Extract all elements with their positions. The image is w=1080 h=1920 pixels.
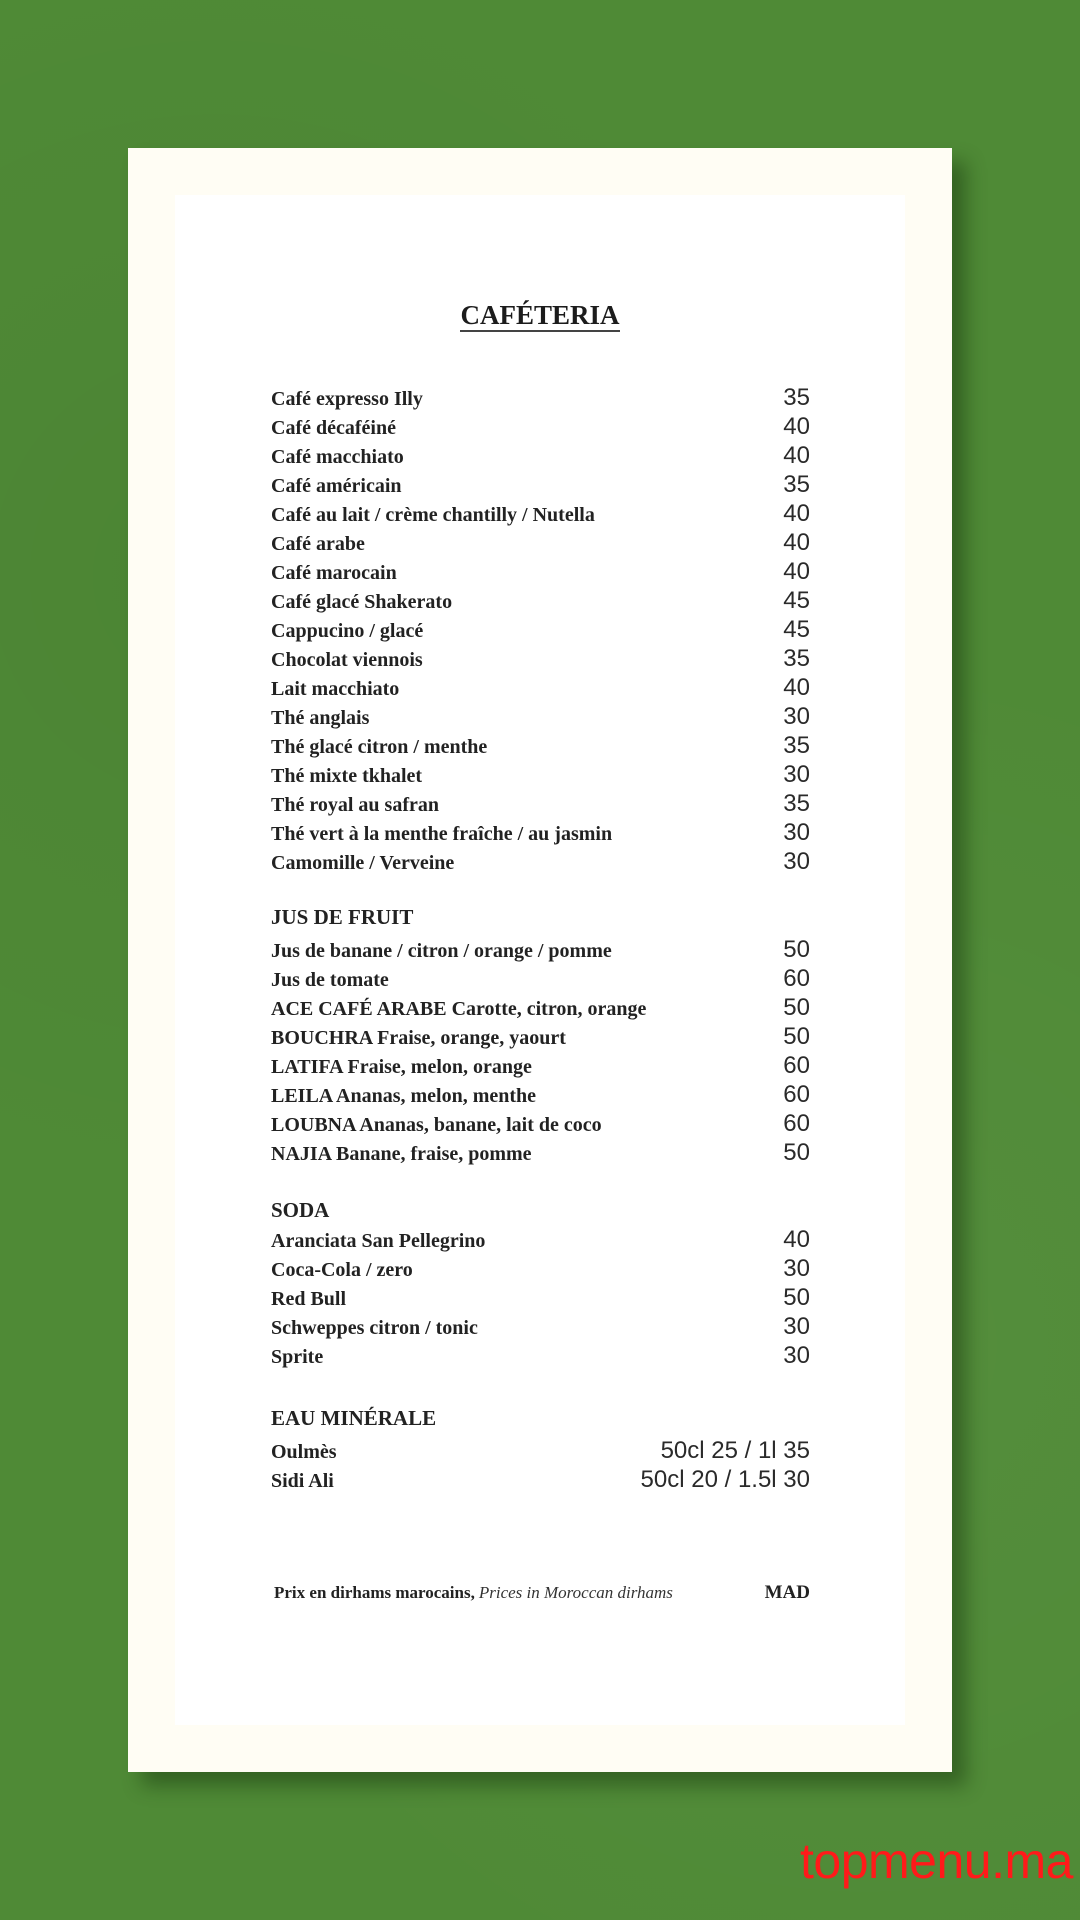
menu-item-name: Camomille / Verveine [271,852,455,874]
menu-item-name: LATIFA Fraise, melon, orange [271,1056,532,1078]
menu-item-name: Jus de banane / citron / orange / pomme [271,940,612,962]
menu-item-price: 40 [783,558,810,585]
menu-item-price: 50 [783,1284,810,1311]
menu-item-price: 35 [783,471,810,498]
menu-item-price: 35 [783,384,810,411]
menu-item [271,587,810,616]
menu-item [271,413,810,442]
menu-item-price: 40 [783,500,810,527]
menu-footer [274,1582,810,1604]
price-note-en: Prices in Moroccan dirhams [478,1583,673,1602]
menu-item [271,558,810,587]
menu-item [271,848,810,877]
menu-item-name: LOUBNA Ananas, banane, lait de coco [271,1114,602,1136]
menu-item [271,645,810,674]
menu-item-price: 40 [783,442,810,469]
menu-item [271,1255,810,1284]
menu-item [271,471,810,500]
menu-item-name: Café américain [271,475,402,497]
menu-item [271,1052,810,1081]
menu-item [271,500,810,529]
menu-item [271,674,810,703]
menu-item-name: ACE CAFÉ ARABE Carotte, citron, orange [271,998,647,1020]
menu-item [271,936,810,965]
menu-item [271,1226,810,1255]
menu-item [271,761,810,790]
menu-item-price: 40 [783,413,810,440]
menu-item [271,1313,810,1342]
menu-item-price: 50 [783,1023,810,1050]
menu-item-name: Sprite [271,1346,324,1368]
menu-item-name: Thé mixte tkhalet [271,765,423,787]
menu-item [271,1081,810,1110]
menu-item [271,732,810,761]
menu-item-name: Café marocain [271,562,397,584]
menu-item-name: Café décaféiné [271,417,396,439]
menu-item-price: 30 [783,761,810,788]
menu-item [271,790,810,819]
menu-item-name: BOUCHRA Fraise, orange, yaourt [271,1027,566,1049]
price-note-fr: Prix en dirhams marocains, [274,1583,475,1602]
menu-item-price: 50 [783,994,810,1021]
menu-item-name: Red Bull [271,1288,347,1310]
menu-item-name: Oulmès [271,1441,337,1463]
menu-title [0,300,1080,331]
menu-item-name: Aranciata San Pellegrino [271,1230,486,1252]
menu-item-price: 60 [783,1110,810,1137]
menu-item [271,1023,810,1052]
menu-item-name: Thé vert à la menthe fraîche / au jasmin [271,823,613,845]
menu-item [271,819,810,848]
menu-item-price: 45 [783,616,810,643]
menu-item-price: 35 [783,732,810,759]
menu-item-name: Cappucino / glacé [271,620,424,642]
menu-title-text: CAFÉTERIA [460,300,620,330]
menu-item [271,1466,810,1495]
menu-item-name: Café au lait / crème chantilly / Nutella [271,504,595,526]
menu-item-price: 30 [783,848,810,875]
menu-item-name: Thé anglais [271,707,370,729]
menu-item [271,442,810,471]
menu-item-price: 35 [783,645,810,672]
menu-item-name: Schweppes citron / tonic [271,1317,478,1339]
menu-item [271,1139,810,1168]
menu-item-name: Sidi Ali [271,1470,334,1492]
menu-item-price: 30 [783,1255,810,1282]
menu-item-price: 60 [783,1052,810,1079]
menu-item-price: 60 [783,965,810,992]
menu-item-name: Café arabe [271,533,365,555]
menu-item-name: Chocolat viennois [271,649,423,671]
menu-item-name: Café expresso Illy [271,388,423,410]
menu-item-name: Thé glacé citron / menthe [271,736,488,758]
price-note [274,1583,673,1603]
menu-item-name: Jus de tomate [271,969,389,991]
menu-item-name: Café glacé Shakerato [271,591,453,613]
section-heading-jus-de-fruit: JUS DE FRUIT [271,905,414,929]
menu-item-price: 35 [783,790,810,817]
menu-item-price: 30 [783,819,810,846]
currency-label: MAD [764,1582,810,1603]
menu-item-price: 40 [783,674,810,701]
watermark-topmenu: topmenu.ma [800,1833,1073,1889]
menu-item-name: Coca-Cola / zero [271,1259,413,1281]
menu-item-price: 45 [783,587,810,614]
menu-item [271,1110,810,1139]
menu-item-price: 50cl 20 / 1.5l 30 [640,1466,810,1493]
menu-item-price: 30 [783,1313,810,1340]
menu-item [271,384,810,413]
menu-item [271,1342,810,1371]
menu-item [271,1284,810,1313]
menu-item-name: NAJIA Banane, fraise, pomme [271,1143,532,1165]
menu-item-name: Café macchiato [271,446,404,468]
menu-item-price: 40 [783,529,810,556]
menu-item-name: Lait macchiato [271,678,400,700]
menu-item-price: 50 [783,936,810,963]
menu-item-price: 30 [783,703,810,730]
menu-item-name: Thé royal au safran [271,794,439,816]
menu-item [271,1437,810,1466]
section-heading-eau-minerale: EAU MINÉRALE [271,1406,437,1430]
menu-item-price: 50 [783,1139,810,1166]
menu-item [271,965,810,994]
menu-item [271,994,810,1023]
menu-item-name: LEILA Ananas, melon, menthe [271,1085,537,1107]
menu-item [271,616,810,645]
menu-item-price: 40 [783,1226,810,1253]
section-heading-soda: SODA [271,1198,330,1222]
menu-item-price: 60 [783,1081,810,1108]
menu-item [271,703,810,732]
menu-item [271,529,810,558]
menu-item-price: 30 [783,1342,810,1369]
menu-item-price: 50cl 25 / 1l 35 [660,1437,810,1464]
